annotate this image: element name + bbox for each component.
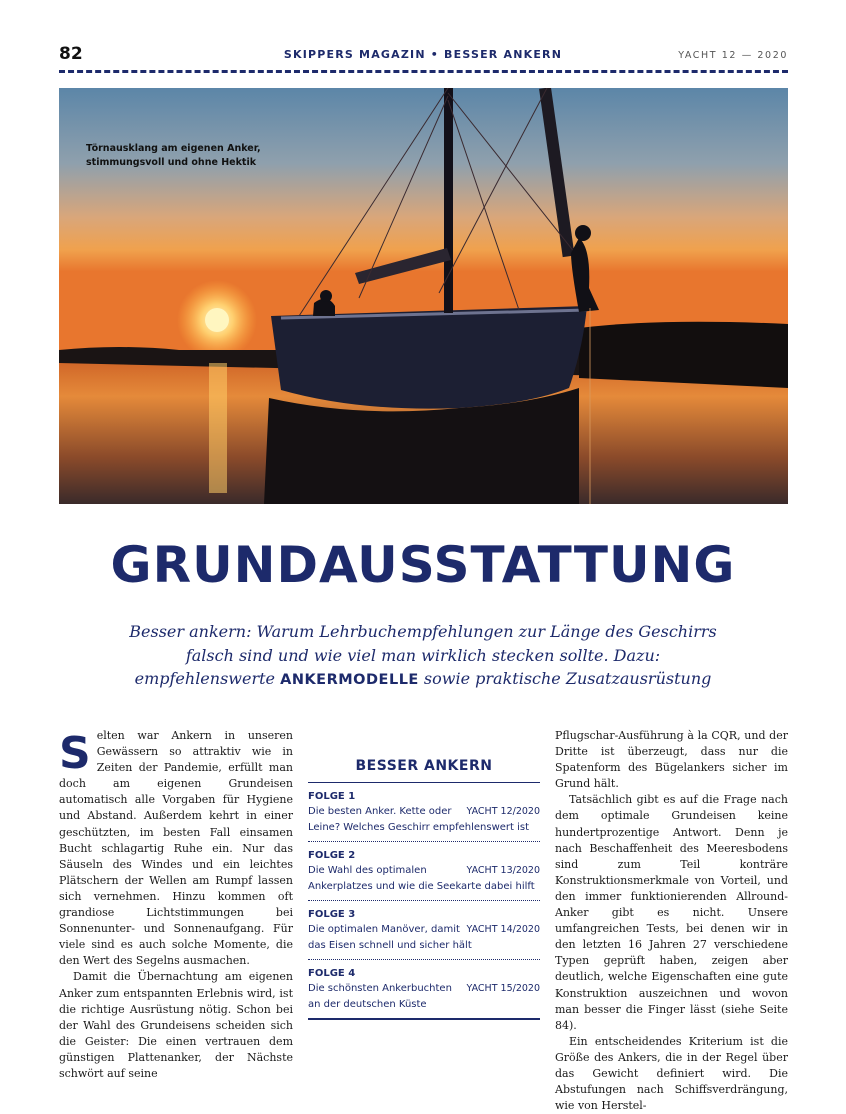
series-sidebar — [308, 752, 540, 1020]
sidebar-entry — [308, 842, 540, 901]
body-paragraph: Tatsächlich gibt es auf die Frage nach dem optimale Grundeisen keine hundertprozentige Antwort. Denn je nach Beschaffenheit des Meeresbodens sind zum Teil konträre Konstruktionsmerkmale von Vorteil, und den immer funktionierenden Allround-Anker gibt es nicht. Unsere umfangreichen Tests, bei denen wir in den letzten 16 Jahren 27 verschiedene Typen geprüft haben, zeigen aber deutlich, welche Eigenschaften eine gute Konstruktion auszeichnen und wovon man besser die Finger lässt (siehe Seite 84). — [555, 793, 788, 1032]
drop-cap: S — [59, 728, 91, 779]
entry-label: FOLGE 2 — [308, 850, 356, 861]
body-column-1 — [59, 728, 293, 1082]
deck-line2: falsch sind und wie viel man wirklich stecken sollte. Dazu: — [185, 645, 661, 665]
entry-text: Die besten Anker. Kette oder Leine? Welches Geschirr empfehlenswert ist — [308, 806, 530, 833]
photo-caption — [86, 142, 286, 170]
body-column-3 — [555, 728, 788, 1114]
body-paragraph: Ein entscheidendes Kriterium ist die Größe des Ankers, die in der Regel über das Gewicht definiert wird. Die Abstufungen nach Schiffsverdrängung, wie von Herstel- — [555, 1034, 788, 1113]
entry-label: FOLGE 3 — [308, 909, 356, 920]
page-number: 82 — [59, 44, 83, 64]
sidebar-entry — [308, 783, 540, 842]
sidebar-title: BESSER ANKERN — [308, 752, 540, 783]
section-title: SKIPPERS MAGAZIN • BESSER ANKERN — [283, 48, 563, 61]
sidebar-entry — [308, 901, 540, 960]
entry-label: FOLGE 4 — [308, 968, 356, 979]
body-paragraph: Pflugschar-Ausführung à la CQR, und der Dritte ist überzeugt, dass nur die Spatenform des Bügelankers sicher im Grund hält. — [555, 729, 788, 791]
header-divider — [59, 70, 788, 73]
article-deck — [100, 620, 746, 693]
entry-ref: YACHT 13/2020 — [466, 865, 540, 876]
deck-line3-pre: empfehlenswerte — [134, 669, 281, 688]
body-paragraph: Damit die Übernachtung am eigenen Anker zum entspannten Erlebnis wird, ist die richtige Ausrüstung nötig. Schon bei der Wahl des Grundeisens scheiden sich die Geister: Die einen vertrauen dem günstigen Plattenanker, der Nächste schwört auf seine — [59, 970, 293, 1080]
deck-line3-post: sowie praktische Zusatzausrüstung — [418, 669, 712, 688]
entry-label: FOLGE 1 — [308, 791, 356, 802]
entry-text: Die optimalen Manöver, damit das Eisen schnell und sicher hält — [308, 924, 472, 951]
deck-line3 — [100, 667, 746, 693]
sidebar-entry — [308, 960, 540, 1020]
entry-text: Die Wahl des optimalen Ankerplatzes und wie die Seekarte dabei hilft — [308, 865, 535, 892]
entry-ref: YACHT 12/2020 — [466, 806, 540, 817]
article-headline: GRUNDAUSSTATTUNG — [110, 536, 736, 594]
body-text: elten war Ankern in unseren Gewässern so attraktiv wie in Zeiten der Pandemie, erfüllt man doch am eigenen Grundeisen automatisch alle Vorgaben für Hygiene und Abstand. Außerdem kehrt in einer geschützten, im besten Fall einsamen Bucht schlagartig Ruhe ein. Nur das Säuseln des Windes und ein leichtes Plätschern der Wellen am Rumpf lassen sich vernehmen. Hinzu kommen oft grandiose Lichtstimmungen bei Sonnenunter- und Sonnenaufgang. Für viele sind es auch solche Momente, die den Wert des Segelns ausmachen. — [59, 729, 293, 968]
photo-caption-line2: stimmungsvoll und ohne Hektik — [86, 157, 257, 168]
entry-ref: YACHT 15/2020 — [466, 983, 540, 994]
entry-ref: YACHT 14/2020 — [466, 924, 540, 935]
body-paragraph — [59, 728, 293, 969]
deck-line1: Besser ankern: Warum Lehrbuchempfehlungen zur Länge des Geschirrs — [129, 622, 717, 641]
deck-highlight: ANKERMODELLE — [280, 672, 419, 688]
issue-label: YACHT 12 — 2020 — [678, 50, 788, 61]
entry-text: Die schönsten Ankerbuchten an der deutschen Küste — [308, 983, 452, 1010]
photo-caption-line1: Törnausklang am eigenen Anker, — [86, 143, 261, 154]
